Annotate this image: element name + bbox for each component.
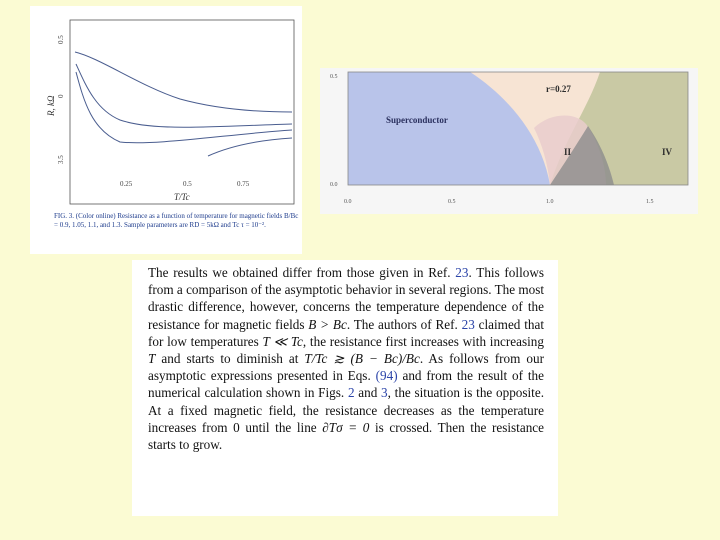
text-segment: is crossed. Then the resistance starts to grow. xyxy=(148,419,545,453)
figure-caption: FIG. 3. (Color online) Resistance as a function of temperature for magnetic fields B/Bc = 0.9, 1.05, 1.1, and 1.3. Sample parameters are RD = 5kΩ and Tc τ = 10⁻². xyxy=(54,212,299,229)
curve-b-1-3 xyxy=(208,138,292,156)
label-ii: II xyxy=(564,147,572,157)
text-segment: The results we obtained differ from those given in Ref. xyxy=(148,265,456,280)
x-tick-label: 0.25 xyxy=(120,180,133,188)
text-segment: and from the result of the numerical calculation shown in Figs. xyxy=(148,368,544,401)
reference-link[interactable]: 23 xyxy=(461,316,475,332)
text-segment: and starts to diminish at xyxy=(155,351,305,367)
y-tick-label: 0.5 xyxy=(57,35,65,44)
x-tick-label: 0.5 xyxy=(183,180,192,188)
text-segment: . As follows from our asymptotic expressions presented in Eqs. xyxy=(148,351,544,384)
label-superconductor: Superconductor xyxy=(386,115,448,125)
math-inline: T/Tc ≳ (B − Bc)/Bc xyxy=(304,351,420,367)
text-segment: , the resistance first increases with increasing xyxy=(302,333,544,349)
x-tick-label: 0.5 xyxy=(448,199,456,205)
reference-link[interactable]: 3 xyxy=(381,385,388,401)
text-segment: and xyxy=(354,385,382,401)
curve-b-1-05 xyxy=(76,64,292,127)
resistance-figure xyxy=(30,6,302,254)
x-tick-label: 0.75 xyxy=(237,180,250,188)
x-axis-label: T/Tc xyxy=(174,192,190,202)
y-axis-label: R, kΩ xyxy=(46,95,56,116)
phase-diagram-plot xyxy=(320,68,698,214)
math-inline: T ≪ Tc xyxy=(262,333,303,349)
y-tick-label: 0.5 xyxy=(330,74,338,80)
text-segment: . This follows from a comparison of the asymptotic behavior in several regions. The most drastic difference, however, concerns the temperature dependence of the resistance for magnetic fields xyxy=(148,265,545,332)
plot-frame xyxy=(70,20,294,204)
y-tick-label: 0 xyxy=(57,94,65,98)
math-inline: B > Bc xyxy=(308,316,347,332)
curve-b-0-9 xyxy=(75,52,292,112)
y-tick-label: 3.5 xyxy=(57,155,65,164)
text-segment: . The authors of Ref. xyxy=(346,316,462,332)
math-inline: T xyxy=(148,351,156,367)
x-tick-label: 1.5 xyxy=(646,199,654,205)
label-iv: IV xyxy=(662,147,673,157)
math-inline: ∂Tσ = 0 xyxy=(322,419,370,435)
reference-link[interactable]: 2 xyxy=(347,385,355,401)
label-r: r=0.27 xyxy=(546,84,571,94)
y-tick-label: 0.0 xyxy=(330,182,338,188)
reference-link[interactable]: 23 xyxy=(455,265,469,280)
reference-link[interactable]: (94) xyxy=(375,368,398,384)
x-tick-label: 0.0 xyxy=(344,199,352,205)
body-paragraph xyxy=(148,264,544,453)
x-tick-label: 1.0 xyxy=(546,199,554,205)
text-segment: , the situation is the opposite. At a fixed magnetic field, the resistance decreases as the temperature increases from 0 until the line xyxy=(148,385,544,435)
phase-diagram xyxy=(320,68,698,214)
curve-b-1-1 xyxy=(76,72,292,143)
text-segment: claimed that for low temperatures xyxy=(148,316,544,349)
